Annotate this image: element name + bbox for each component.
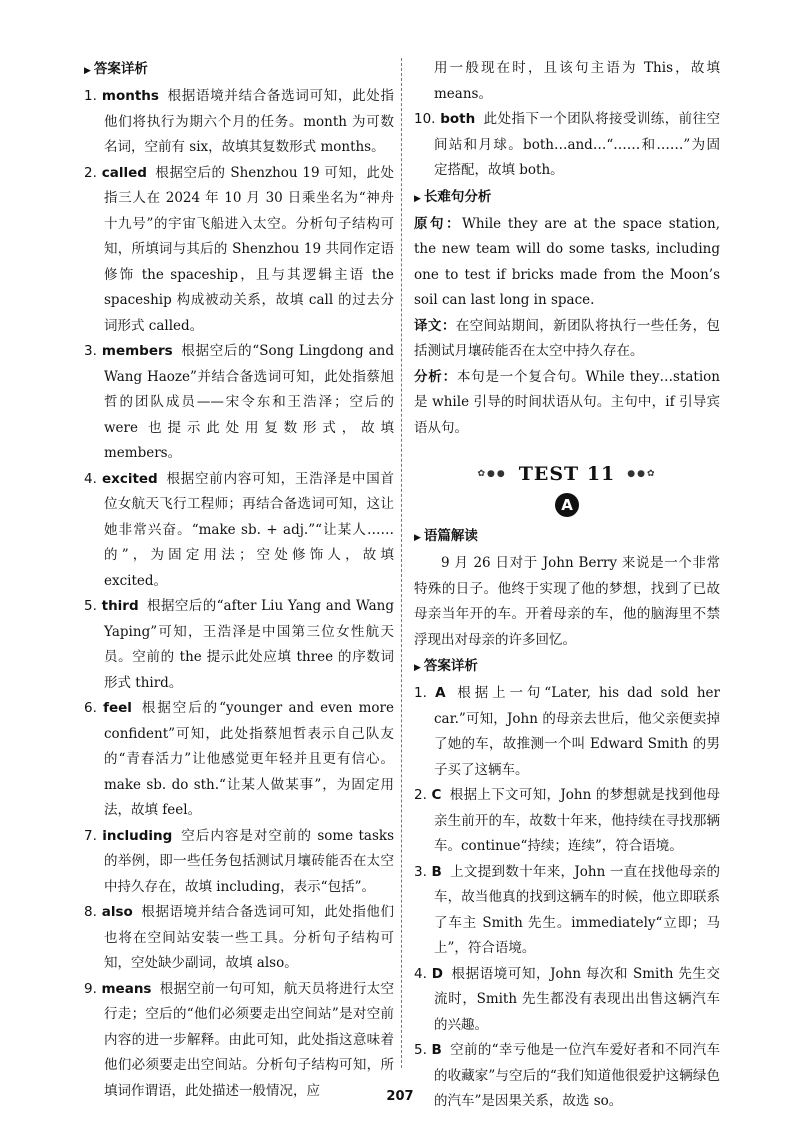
answer-item <box>84 161 394 340</box>
decorative-dots-icon: ●●✿ <box>627 469 657 479</box>
original-sentence: 原句：While they are at the space station, the new team will do some tasks, including one to test if bricks made from the Moon’s soil can last long in space. <box>414 215 720 308</box>
item-answer: months <box>101 88 159 104</box>
answer-item-10: 10. both 此处指下一个团队将接受训练，前往空间站和月球。both…and…“……和……”为固定搭配，故填 both。 <box>414 111 721 178</box>
item-number: 5. <box>84 598 97 614</box>
answer-item <box>414 962 720 1039</box>
answer-item <box>84 824 394 901</box>
passage-reading-heading: ▶ 语篇解读 <box>414 528 478 544</box>
item-explanation: 根据语境并结合备选词可知，此处指他们也将在空间站安装一些工具。分析句子结构可知，空处缺少副词，故填 also。 <box>104 904 394 971</box>
answer-item <box>84 84 394 161</box>
answer-list <box>414 681 720 1115</box>
item-number: 3. <box>414 863 427 880</box>
test-title: ✿●● TEST 11 ●●✿ <box>477 463 657 485</box>
item-explanation: 根据空后的“after Liu Yang and Wang Yaping”可知，王浩泽是中国第三位女性航天员。空前的 the 提示此处应填 three 的序数词形式 third。 <box>104 598 394 691</box>
answer-list <box>84 84 394 1104</box>
answer-item <box>84 339 394 467</box>
answer-item <box>414 681 720 783</box>
item-explanation: 根据空前内容可知，王浩泽是中国首位女航天飞行工程师；再结合备选词可知，这让她非常兴奋。“make sb. + adj.”“让某人……的”，为固定用法；空处修饰人，故填 excited。 <box>104 470 394 589</box>
item-number: 5. <box>414 1042 427 1058</box>
item-number: 1. <box>84 88 97 104</box>
answer-item <box>414 783 720 860</box>
arrow-icon: ▶ <box>414 533 421 543</box>
item-explanation: 根据语境可知，John 每次和 Smith 先生交流时，Smith 先生都没有表现出出售这辆汽车的兴趣。 <box>434 965 720 1033</box>
answer-item <box>84 977 394 1105</box>
answer-analysis-heading: ▶ 答案详析 <box>414 658 478 674</box>
item-explanation: 根据空后的 Shenzhou 19 可知，此处指三人在 2024 年 10 月 30 日乘坐名为“神舟十九号”的宇宙飞船进入太空。分析句子结构可知，所填词与其后的 Shenzhou 19 共同作定语修饰 the spaceship，且与其逻辑主语 the spaceship 构成被动关系，故填 call 的过去分词形式 called。 <box>104 164 395 334</box>
item-number: 9. <box>84 980 97 997</box>
item-answer: including <box>102 827 173 844</box>
item-explanation: 空前的“幸亏他是一位汽车爱好者和不同汽车的收藏家”与空后的“我们知道他很爱护这辆绿色的汽车”是因果关系，故选 so。 <box>434 1042 720 1109</box>
arrow-icon: ▶ <box>84 66 91 76</box>
item-number: 1. <box>414 685 427 701</box>
item-number: 2. <box>84 164 97 181</box>
item-explanation: 空后内容是对空前的 some tasks 的举例，即一些任务包括测试月壤砖能否在太空中持久存在，故填 including，表示“包括”。 <box>104 827 394 895</box>
item-number: 3. <box>84 343 97 359</box>
column-divider <box>401 58 402 1068</box>
item-answer: B <box>431 863 442 880</box>
item-explanation: 根据上下文可知，John 的梦想就是找到他母亲生前开的车，故数十年来，他持续在寻找那辆车。continue“持续；连续”，符合语境。 <box>434 787 720 854</box>
answer-item <box>84 594 394 696</box>
answer-item <box>414 860 720 962</box>
item-answer: excited <box>101 470 158 487</box>
item-answer: means <box>101 980 152 997</box>
item-number: 4. <box>414 965 427 982</box>
item-explanation: 根据空后的“younger and even more confident”可知，此处指蔡旭哲表示自己队友的“青春活力”让他感觉更年轻并且更有信心。make sb. do sth.“让某人做某事”，为固定用法，故填 feel。 <box>104 700 394 818</box>
section-badge: A <box>555 493 579 517</box>
answer-continuation: 用一般现在时，且该句主语为 This，故填 means。 <box>434 60 720 102</box>
sentence-analysis: 分析：本句是一个复合句。While they…station 是 while 引导的时间状语从句。主句中，if 引导宾语从句。 <box>414 368 720 436</box>
item-number: 4. <box>84 470 97 487</box>
item-answer: B <box>431 1042 442 1058</box>
item-number: 2. <box>414 787 427 803</box>
item-answer: called <box>101 164 147 181</box>
item-answer: D <box>431 965 443 982</box>
arrow-icon: ▶ <box>414 663 421 673</box>
answer-item <box>84 696 394 824</box>
passage-summary: 9 月 26 日对于 John Berry 来说是一个非常特殊的日子。他终于实现了他的梦想，找到了已故母亲当年开的车。开着母亲的车，他的脑海里不禁浮现出对母亲的许多回忆。 <box>414 555 720 648</box>
item-answer: third <box>101 598 139 614</box>
item-answer: C <box>431 787 442 803</box>
right-column <box>414 56 720 1115</box>
translation: 译文：在空间站期间，新团队将执行一些任务，包括测试月壤砖能否在太空中持久存在。 <box>414 317 721 359</box>
item-explanation: 根据语境并结合备选词可知，此处指他们将执行为期六个月的任务。month 为可数名词，空前有 six，故填其复数形式 months。 <box>104 88 394 155</box>
item-explanation: 根据上一句“Later, his dad sold her car.”可知，John 的母亲去世后，他父亲便卖掉了她的车，故推测一个叫 Edward Smith 的男子买了这辆车。 <box>434 685 720 778</box>
item-answer: A <box>435 685 446 701</box>
arrow-icon: ▶ <box>414 193 421 204</box>
item-answer: feel <box>103 700 132 716</box>
left-column <box>84 56 394 1104</box>
item-number: 8. <box>84 904 97 920</box>
item-explanation: 根据空后的“Song Lingdong and Wang Haoze”并结合备选词可知，此处指蔡旭哲的团队成员——宋令东和王浩泽；空后的 were 也提示此处用复数形式，故填 members。 <box>104 343 394 461</box>
answer-item <box>84 467 394 595</box>
long-sentence-heading: ▶ 长难句分析 <box>414 188 492 205</box>
decorative-dots-icon: ✿●● <box>477 469 507 479</box>
item-answer: members <box>101 343 173 359</box>
answer-analysis-heading: ▶ 答案详析 <box>84 61 148 77</box>
item-number: 7. <box>84 827 97 844</box>
item-answer: also <box>101 904 133 920</box>
item-explanation: 根据空前一句可知，航天员将进行太空行走；空后的“他们必须要走出空间站”是对空前内容的进一步解释。由此可知，此处指这意味着他们必须要走出空间站。分析句子结构可知，所填词作谓语，此处描述一般情况，应 <box>104 980 395 1099</box>
page-number: 207 <box>386 1089 414 1104</box>
answer-item <box>84 900 394 977</box>
item-explanation: 上文提到数十年来，John 一直在找他母亲的车，故当他真的找到这辆车的时候，他立即联系了车主 Smith 先生。immediately“立即；马上”，符合语境。 <box>434 863 720 956</box>
item-number: 6. <box>84 700 97 716</box>
